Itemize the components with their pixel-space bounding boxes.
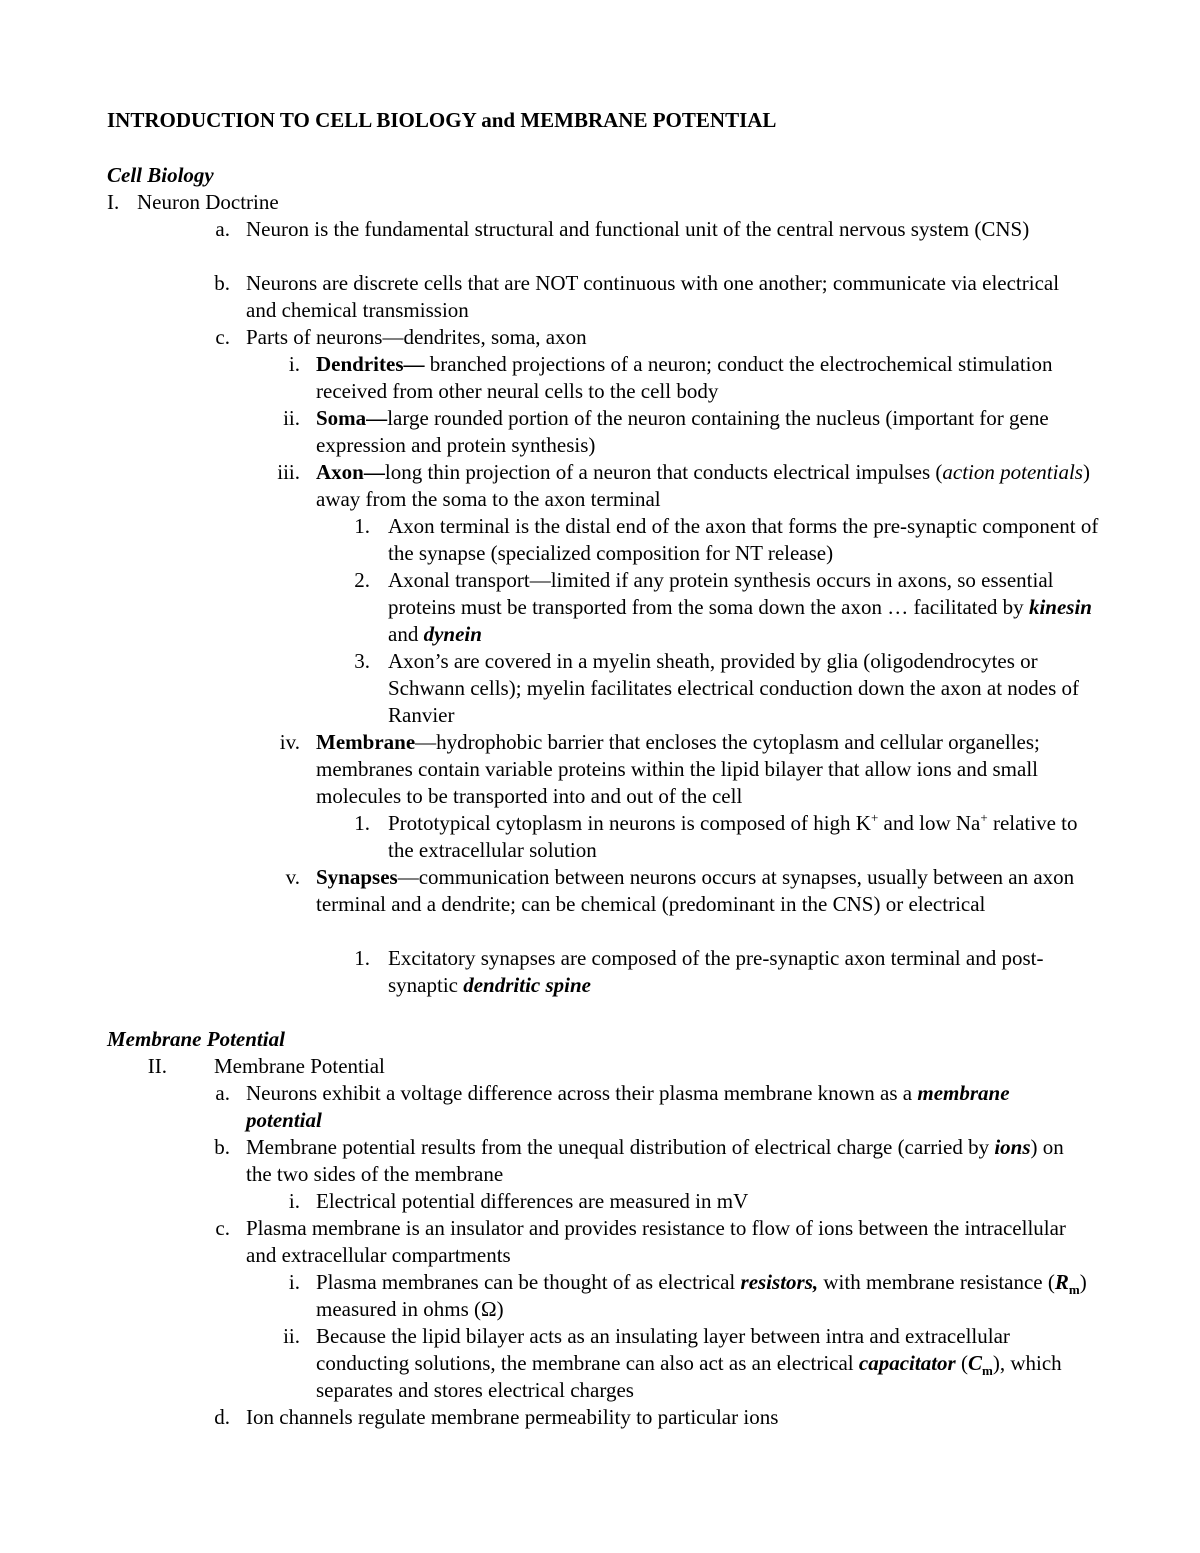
outline-item xyxy=(107,1053,1007,1080)
outline-marker: c. xyxy=(215,325,230,349)
outline-text: Dendrites— branched projections of a neuron; conduct the electrochemical stimulation received from other neural cells to the cell body xyxy=(316,352,1053,403)
outline-marker: 2. xyxy=(354,568,370,592)
term-dendrites: Dendrites— xyxy=(316,352,425,376)
outline-item xyxy=(200,1080,1080,1134)
outline-item xyxy=(330,945,1100,999)
outline-item xyxy=(200,1215,1080,1269)
outline-marker: i. xyxy=(288,352,300,376)
outline-text: Plasma membranes can be thought of as electrical resistors, with membrane resistance $(R_m)$ measured in ohms (Ω) xyxy=(316,1270,1087,1321)
outline-text: Soma—large rounded portion of the neuron containing the nucleus (important for gene expression and protein synthesis) xyxy=(316,406,1049,457)
outline-text: Neuron is the fundamental structural and functional unit of the central nervous system (CNS) xyxy=(246,217,1030,241)
outline-text: Because the lipid bilayer acts as an insulating layer between intra and extracellular conducting solutions, the membrane can also act as an electrical capacitator $(C_m)$, which separates and stores electrical charges xyxy=(316,1324,1062,1402)
term-membrane: Membrane xyxy=(316,730,416,754)
outline-text: Neurons exhibit a voltage difference across their plasma membrane known as a membrane potential xyxy=(246,1081,1010,1132)
outline-text: Axon’s are covered in a myelin sheath, provided by glia (oligodendrocytes or Schwann cells); myelin facilitates electrical conduction down the axon at nodes of Ranvier xyxy=(388,649,1080,727)
outline-marker: c. xyxy=(215,1216,230,1240)
outline-marker: 1. xyxy=(354,811,370,835)
outline-text: Membrane Potential xyxy=(214,1054,385,1078)
outline-marker: i. xyxy=(288,1189,300,1213)
section-heading-cell-biology: Cell Biology xyxy=(107,163,214,187)
term-soma: Soma— xyxy=(316,406,388,430)
outline-text: Ion channels regulate membrane permeability to particular ions xyxy=(246,1405,779,1429)
term-axon: Axon— xyxy=(316,460,385,484)
outline-item xyxy=(240,1323,1100,1404)
outline-item xyxy=(330,648,1100,729)
outline-marker: I. xyxy=(107,190,120,214)
outline-item xyxy=(240,351,1100,405)
outline-text: Electrical potential differences are measured in mV xyxy=(316,1189,749,1213)
outline-text: Synapses—communication between neurons occurs at synapses, usually between an axon terminal and a dendrite; can be chemical (predominant in the CNS) or electrical xyxy=(316,865,1075,916)
outline-item xyxy=(200,324,1080,351)
outline-item xyxy=(200,1404,1080,1431)
outline-marker: b. xyxy=(214,1135,230,1159)
outline-marker: 1. xyxy=(354,514,370,538)
outline-text: Parts of neurons—dendrites, soma, axon xyxy=(246,325,587,349)
outline-text: Prototypical cytoplasm in neurons is composed of high K+ and low Na+ relative to the extracellular solution xyxy=(388,810,1078,862)
outline-item xyxy=(240,405,1100,459)
outline-text: Excitatory synapses are composed of the pre-synaptic axon terminal and post-synaptic dendritic spine xyxy=(388,946,1044,997)
outline-marker: iii. xyxy=(277,460,300,484)
outline-item xyxy=(200,270,1080,324)
outline-text: Neuron Doctrine xyxy=(137,190,279,214)
outline-text: Axon terminal is the distal end of the axon that forms the pre-synaptic component of the synapse (specialized composition for NT release) xyxy=(388,514,1099,565)
outline-marker: v. xyxy=(285,865,300,889)
outline-item xyxy=(107,189,987,216)
outline-marker: iv. xyxy=(279,730,300,754)
outline-item xyxy=(200,1134,1090,1188)
outline-item xyxy=(240,1269,1100,1323)
outline-marker: d. xyxy=(214,1405,230,1429)
term-synapses: Synapses xyxy=(316,865,398,889)
outline-text: Membrane—hydrophobic barrier that encloses the cytoplasm and cellular organelles; membranes contain variable proteins within the lipid bilayer that allow ions and small molecules to be transported into and out of the cell xyxy=(316,730,1040,808)
outline-marker: a. xyxy=(215,1081,230,1105)
outline-item xyxy=(240,459,1100,513)
outline-item xyxy=(330,567,1100,648)
outline-text: Axonal transport—limited if any protein synthesis occurs in axons, so essential proteins must be transported from the soma down the axon … facilitated by kinesin and dynein xyxy=(388,568,1092,646)
outline-text: Plasma membrane is an insulator and provides resistance to flow of ions between the intracellular and extracellular compartments xyxy=(246,1216,1066,1267)
outline-item xyxy=(240,864,1100,918)
outline-marker: ii. xyxy=(283,1324,300,1348)
outline-marker: i. xyxy=(288,1270,300,1294)
outline-text: Neurons are discrete cells that are NOT continuous with one another; communicate via electrical and chemical transmission xyxy=(246,271,1060,322)
outline-marker: a. xyxy=(215,217,230,241)
section-heading-membrane-potential: Membrane Potential xyxy=(107,1027,285,1051)
outline-item xyxy=(200,216,1080,243)
outline-marker: b. xyxy=(214,271,230,295)
outline-text: Membrane potential results from the unequal distribution of electrical charge (carried by ions) on the two sides of the membrane xyxy=(246,1135,1064,1186)
outline-marker: 3. xyxy=(354,649,370,673)
outline-text: Axon—long thin projection of a neuron that conducts electrical impulses (action potentials) away from the soma to the axon terminal xyxy=(316,460,1090,511)
outline-item xyxy=(330,810,1100,864)
outline-item xyxy=(240,1188,1100,1215)
document-title: INTRODUCTION TO CELL BIOLOGY and MEMBRANE POTENTIAL xyxy=(107,108,777,132)
outline-marker: ii. xyxy=(283,406,300,430)
outline-marker: II. xyxy=(147,1054,167,1078)
outline-item xyxy=(330,513,1100,567)
outline-marker: 1. xyxy=(354,946,370,970)
outline-item xyxy=(240,729,1100,810)
